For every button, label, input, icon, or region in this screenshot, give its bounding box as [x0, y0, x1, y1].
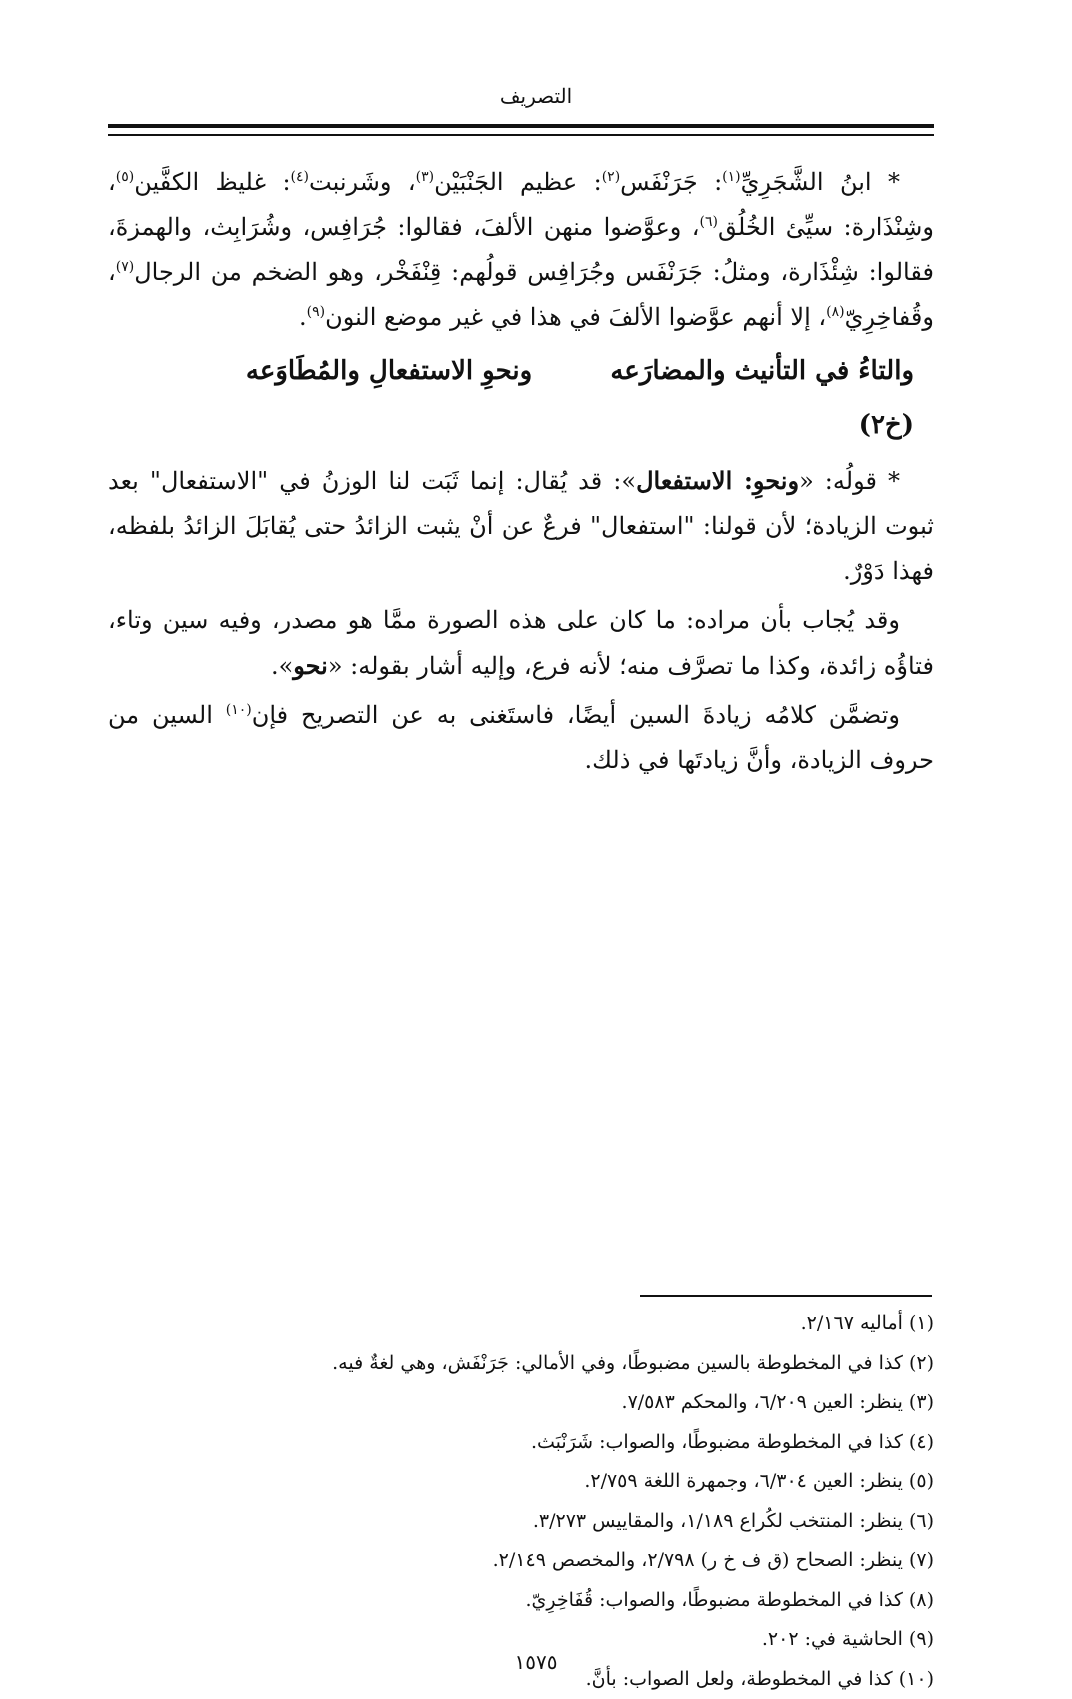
footnote-marker: (٨) — [826, 304, 844, 320]
entry-text: : جَرَنْفَس — [620, 168, 722, 196]
entry-text: ، وقُفاخِرِيّ — [108, 258, 934, 331]
entry-text: : غليظ الكفَّين — [134, 168, 290, 196]
footnote-item: (٤) كذا في المخطوطة مضبوطًا، والصواب: شَرَنْبَث. — [108, 1423, 934, 1463]
main-text — [108, 160, 934, 787]
footnote-marker: (١٠) — [226, 702, 252, 718]
footnote-marker: (٧) — [116, 259, 134, 275]
footnote-item: (٦) ينظر: المنتخب لكُراع ١/١٨٩، والمقاييس ٣/٢٧٣. — [108, 1502, 934, 1542]
quote-open: * قولُه: « — [799, 467, 900, 495]
quoted-term: ونحوِ: الاستفعال — [636, 466, 799, 495]
entry-ibn-shajari — [108, 160, 934, 340]
footnote-marker: (٤) — [291, 169, 309, 185]
commentary-paragraph-1 — [108, 458, 934, 594]
footnote-marker: (٢) — [602, 169, 620, 185]
footnote-marker: (٥) — [116, 169, 134, 185]
entry-text: . — [299, 303, 307, 331]
quoted-word: نحو — [293, 651, 328, 680]
footnote-marker: (٩) — [307, 304, 325, 320]
entry-text: : عظيم الجَنْبَيْن — [434, 168, 602, 196]
entry-text: ، وعوَّضوا منهن الألفَ، فقالوا: جُرَافِس، وشُرَابِث، والهمزةَ، فقالوا: شِئْذَارة، ومثلُ: جَرَنْفَس وجُرَافِس قولُهم: قِنْفَخْر، وهو الضخم من الرجال — [108, 213, 934, 286]
running-header: التصريف — [0, 84, 1072, 108]
footnote-item: (٥) ينظر: العين ٦/٣٠٤، وجمهرة اللغة ٢/٧٥٩. — [108, 1462, 934, 1502]
header-rule-thick — [108, 124, 934, 128]
footnotes — [108, 1304, 934, 1699]
commentary-paragraph-2 — [108, 598, 934, 689]
quote-close: ». — [271, 652, 293, 680]
entry-text: * ابنُ الشَّجَرِيِّ — [741, 168, 900, 196]
commentary-paragraph-3 — [108, 693, 934, 783]
footnote-item: (٩) الحاشية في: ٢٠٢. — [108, 1620, 934, 1660]
footnote-item: (١٠) كذا في المخطوطة، ولعل الصواب: بأنَّ. — [108, 1660, 934, 1699]
header-rule-thin — [108, 134, 934, 136]
commentary-3-end: السين من حروف الزيادة، وأنَّ زيادتَها في ذلك. — [108, 701, 934, 774]
entry-text: ، إلا أنهم عوَّضوا الألفَ في هذا في غير موضع النون — [325, 303, 826, 331]
footnote-marker: (٣) — [416, 169, 434, 185]
commentary-3-text: وتضمَّن كلامُه زيادةَ السين أيضًا، فاستَغنى به عن التصريح فإن — [252, 701, 900, 729]
verse-hemistich-2: ونحوِ الاستفعالِ والمُطَاوَعه — [246, 356, 532, 386]
footnote-marker: (١) — [722, 169, 740, 185]
footnote-marker: (٦) — [700, 214, 718, 230]
footnote-item: (٣) ينظر: العين ٦/٢٠٩، والمحكم ٧/٥٨٣. — [108, 1383, 934, 1423]
verse-heading — [108, 344, 934, 398]
footnote-item: (١) أماليه ٢/١٦٧. — [108, 1304, 934, 1344]
footnote-item: (٧) ينظر: الصحاح (ق ف خ ر) ٢/٧٩٨، والمخصص ٢/١٤٩. — [108, 1541, 934, 1581]
verse-hemistich-1: والتاءُ في التأنيث والمضارَعه — [610, 356, 914, 386]
entry-text: ، وشِنْذَارة: سيِّئ الخُلُق — [108, 168, 934, 241]
page-number: ١٥٧٥ — [0, 1650, 1072, 1674]
footnote-separator — [640, 1295, 932, 1297]
commentary-2-text: وقد يُجاب بأن مراده: ما كان على هذه الصورة ممَّا هو مصدر، وفيه سين وتاء، فتاؤُه زائدة، وكذا ما تصرَّف منه؛ لأنه فرع، وإليه أشار بقوله: « — [108, 606, 934, 680]
commentary-1-text: »: قد يُقال: إنما ثَبَت لنا الوزنُ في "الاستفعال" بعد ثبوت الزيادة؛ لأن قولنا: "استفعال" فرعٌ عن أنْ يثبت الزائدُ حتى يُقابَلَ الزائدُ بلفظه، فهذا دَوْرٌ. — [108, 467, 934, 585]
verse-reference: (خ٢) — [108, 398, 934, 452]
footnote-item: (٢) كذا في المخطوطة بالسين مضبوطًا، وفي الأمالي: جَرَنْفَش، وهي لغةٌ فيه. — [108, 1344, 934, 1384]
entry-text: ، وشَرنبت — [309, 168, 416, 196]
footnote-item: (٨) كذا في المخطوطة مضبوطًا، والصواب: قُفَاخِرِيّ. — [108, 1581, 934, 1621]
